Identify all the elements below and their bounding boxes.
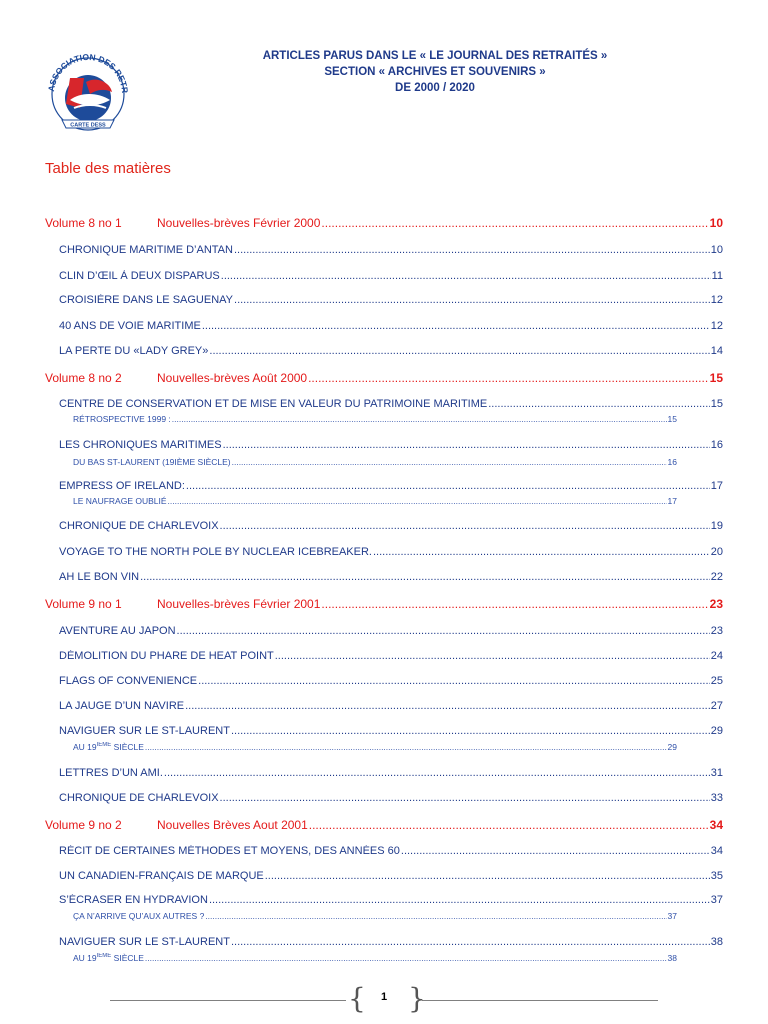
toc-page-number: 23 [710,625,723,637]
toc-dot-leader [209,894,710,906]
toc-entry-title-part: SIÈCLE [111,742,144,752]
toc-entry-title: AH LE BON VIN [59,571,140,583]
toc-dot-leader [220,792,710,804]
toc-entry-title [73,742,144,752]
toc-volume-title: Nouvelles Brèves Aout 2001 [157,818,308,832]
toc-article-entry[interactable] [59,546,723,558]
toc-dot-leader [177,625,710,637]
toc-dot-leader [221,270,711,282]
toc-page-number: 35 [710,870,723,882]
toc-page-number: 31 [710,767,723,779]
toc-dot-leader [205,911,666,921]
toc-dot-leader [140,571,710,583]
toc-dot-leader [321,597,708,611]
toc-entry-title [45,371,307,385]
header-line-1: ARTICLES PARUS DANS LE « LE JOURNAL DES RETRAITÉS » [262,50,608,62]
toc-page-number: 37 [710,894,723,906]
toc-entry-title: 40 ANS DE VOIE MARITIME [59,320,201,332]
toc-entry-title: CHRONIQUE DE CHARLEVOIX [59,792,219,804]
toc-page-number: 16 [667,457,677,467]
toc-volume-entry[interactable] [45,371,723,385]
toc-page-number: 12 [710,294,723,306]
logo-ribbon-text: CARTE DESS [70,122,106,129]
toc-title: Table des matières [45,160,171,177]
toc-subentry[interactable] [73,742,677,752]
toc-article-entry[interactable] [59,894,723,906]
toc-entry-title: CLIN D’ŒIL À DEUX DISPARUS [59,270,220,282]
toc-entry-title [45,216,320,230]
toc-article-entry[interactable] [59,625,723,637]
toc-entry-title-part: AU 19 [73,953,97,963]
toc-page-number: 24 [710,650,723,662]
toc-article-entry[interactable] [59,700,723,712]
toc-article-entry[interactable] [59,936,723,948]
toc-dot-leader [186,480,710,492]
header-line-3: DE 2000 / 2020 [395,82,475,94]
toc-page-number: 23 [709,597,723,611]
toc-article-entry[interactable] [59,767,723,779]
toc-entry-title: RÉTROSPECTIVE 1999 : [73,414,171,424]
toc-dot-leader [234,294,710,306]
toc-page-number: 16 [710,439,723,451]
toc-entry-title: CHRONIQUE DE CHARLEVOIX [59,520,219,532]
toc-article-entry[interactable] [59,480,723,492]
toc-volume-title: Nouvelles-brèves Août 2000 [157,371,308,385]
footer-left-brace: { [348,982,366,1015]
toc-article-entry[interactable] [59,870,723,882]
toc-dot-leader [488,398,710,410]
toc-entry-title [45,818,308,832]
footer-rule-left [110,1000,346,1001]
toc-subentry[interactable] [73,457,677,467]
toc-dot-leader [275,650,710,662]
toc-volume-title: Nouvelles-brèves Février 2000 [157,216,321,230]
association-logo [40,42,136,132]
toc-article-entry[interactable] [59,650,723,662]
logo-arc-text: ASSOCIATION DES RETR [46,51,131,94]
toc-page-number: 27 [710,700,723,712]
toc-entry-title: LES CHRONIQUES MARITIMES [59,439,222,451]
toc-dot-leader [265,870,710,882]
toc-article-entry[interactable] [59,294,723,306]
toc-entry-title: AVENTURE AU JAPON [59,625,176,637]
toc-page-number: 29 [710,725,723,737]
toc-page-number: 29 [667,742,677,752]
toc-dot-leader [145,953,667,963]
toc-dot-leader [198,675,710,687]
header-line-2: SECTION « ARCHIVES ET SOUVENIRS » [324,66,546,78]
toc-page-number: 12 [710,320,723,332]
toc-page-number: 15 [709,371,723,385]
toc-entry-superscript: IÈME [96,742,112,749]
toc-page-number: 19 [710,520,723,532]
toc-article-entry[interactable] [59,345,723,357]
toc-article-entry[interactable] [59,725,723,737]
toc-entry-superscript: IÈME [96,953,112,960]
toc-dot-leader [185,700,710,712]
toc-page-number: 20 [710,546,723,558]
toc-entry-title: FLAGS OF CONVENIENCE [59,675,198,687]
toc-dot-leader [168,496,667,506]
toc-article-entry[interactable] [59,520,723,532]
toc-article-entry[interactable] [59,792,723,804]
toc-dot-leader [309,818,709,832]
toc-page-number: 11 [711,270,723,282]
toc-dot-leader [172,414,667,424]
toc-entry-title: NAVIGUER SUR LE ST-LAURENT [59,725,230,737]
toc-subentry[interactable] [73,953,677,963]
toc-entry-title: RÉCIT DE CERTAINES MÉTHODES ET MOYENS, DES ANNÉES 60 [59,845,400,857]
toc-entry-title: LETTRES D’UN AMI. [59,767,163,779]
toc-entry-title: CHRONIQUE MARITIME D’ANTAN [59,244,233,256]
toc-entry-title: EMPRESS OF IRELAND: [59,480,185,492]
toc-dot-leader [321,216,708,230]
toc-page-number: 34 [709,818,723,832]
toc-entry-title: DÉMOLITION DU PHARE DE HEAT POINT [59,650,274,662]
toc-volume-entry[interactable] [45,597,723,611]
toc-dot-leader [202,320,710,332]
toc-entry-title [73,953,144,963]
footer-right-brace: } [408,982,426,1015]
toc-article-entry[interactable] [59,675,723,687]
toc-volume-number: Volume 8 no 1 [45,216,122,230]
toc-page-number: 17 [667,496,677,506]
toc-article-entry[interactable] [59,270,723,282]
toc-page-number: 33 [710,792,723,804]
toc-page-number: 34 [710,845,723,857]
toc-dot-leader [401,845,710,857]
toc-page-number: 38 [710,936,723,948]
toc-dot-leader [223,439,710,451]
toc-page-number: 15 [710,398,723,410]
toc-page-number: 14 [710,345,723,357]
toc-entry-title: ÇA N’ARRIVE QU’AUX AUTRES ? [73,911,205,921]
toc-page-number: 37 [667,911,677,921]
toc-entry-title: LE NAUFRAGE OUBLIÉ [73,496,167,506]
toc-article-entry[interactable] [59,571,723,583]
toc-dot-leader [231,936,710,948]
toc-page-number: 10 [710,244,723,256]
toc-volume-title: Nouvelles-brèves Février 2001 [157,597,321,611]
toc-entry-title: DU BAS ST-LAURENT (19IÈME SIÈCLE) [73,457,231,467]
toc-entry-title-part: AU 19 [73,742,97,752]
toc-dot-leader [234,244,710,256]
toc-article-entry[interactable] [59,845,723,857]
toc-entry-title-part: SIÈCLE [111,953,144,963]
toc-volume-number: Volume 8 no 2 [45,371,122,385]
toc-page-number: 25 [710,675,723,687]
toc-dot-leader [164,767,710,779]
toc-dot-leader [145,742,667,752]
toc-dot-leader [231,725,710,737]
toc-entry-title: LA PERTE DU «LADY GREY» [59,345,209,357]
toc-volume-number: Volume 9 no 1 [45,597,122,611]
footer-rule-right [422,1000,658,1001]
toc-subentry[interactable] [73,414,677,424]
toc-page-number: 17 [710,480,723,492]
toc-page-number: 22 [710,571,723,583]
toc-article-entry[interactable] [59,398,723,410]
toc-dot-leader [220,520,710,532]
toc-dot-leader [209,345,709,357]
toc-article-entry[interactable] [59,244,723,256]
toc-entry-title: CENTRE DE CONSERVATION ET DE MISE EN VALEUR DU PATRIMOINE MARITIME [59,398,488,410]
toc-dot-leader [232,457,667,467]
toc-entry-title: NAVIGUER SUR LE ST-LAURENT [59,936,230,948]
toc-entry-title [45,597,320,611]
toc-dot-leader [373,546,710,558]
toc-page-number: 10 [709,216,723,230]
toc-volume-entry[interactable] [45,818,723,832]
toc-subentry[interactable] [73,911,677,921]
toc-entry-title: CROISIÈRE DANS LE SAGUENAY [59,294,234,306]
toc-subentry[interactable] [73,496,677,506]
toc-page-number: 15 [667,414,677,424]
toc-entry-title: VOYAGE TO THE NORTH POLE BY NUCLEAR ICEBREAKER. [59,546,372,558]
page-number: 1 [380,991,388,1003]
toc-entry-title: LA JAUGE D’UN NAVIRE [59,700,185,712]
toc-dot-leader [308,371,709,385]
toc-entry-title: S’ÉCRASER EN HYDRAVION [59,894,208,906]
toc-volume-number: Volume 9 no 2 [45,818,122,832]
toc-entry-title: UN CANADIEN-FRANÇAIS DE MARQUE [59,870,264,882]
toc-article-entry[interactable] [59,320,723,332]
toc-volume-entry[interactable] [45,216,723,230]
toc-article-entry[interactable] [59,439,723,451]
toc-page-number: 38 [667,953,677,963]
